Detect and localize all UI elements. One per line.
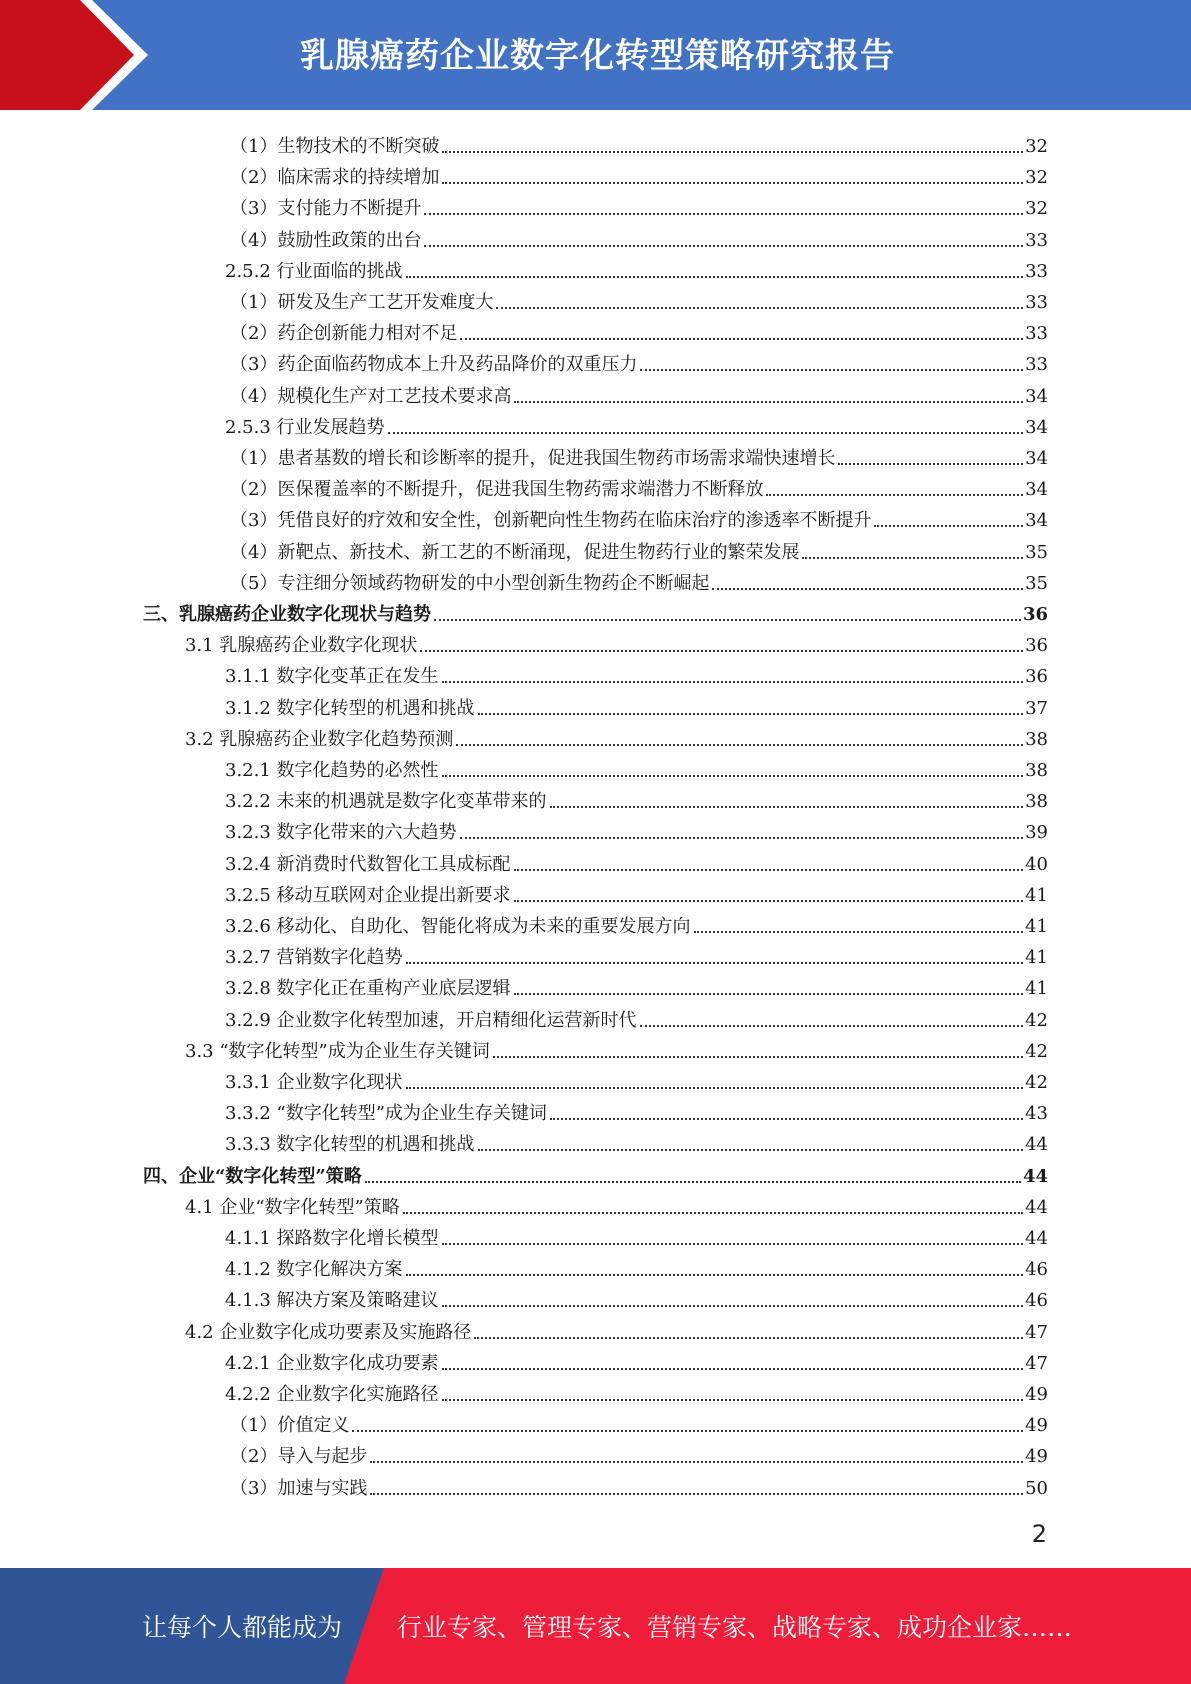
- toc-entry[interactable]: [225, 1001, 1048, 1032]
- toc-entry[interactable]: [230, 377, 1048, 408]
- toc-entry-label: 4.2.1 企业数字化成功要素: [225, 1352, 439, 1374]
- toc-entry-label: 3.2.9 企业数字化转型加速，开启精细化运营新时代: [225, 1009, 637, 1031]
- footer-slogan-right: 行业专家、管理专家、营销专家、战略专家、成功企业家……: [397, 1613, 1073, 1642]
- toc-dot-leader: [550, 806, 1024, 808]
- toc-entry[interactable]: [225, 938, 1048, 969]
- toc-dot-leader: [370, 1461, 1023, 1463]
- toc-dot-leader: [365, 1181, 1021, 1183]
- toc-entry-label: （1）研发及生产工艺开发难度大: [230, 292, 494, 313]
- toc-dot-leader: [442, 1368, 1024, 1370]
- toc-entry-label: （3）凭借良好的疗效和安全性，创新靶向性生物药在临床治疗的渗透率不断提升: [230, 510, 872, 532]
- toc-entry-label: 3.2.5 移动互联网对企业提出新要求: [225, 884, 511, 906]
- toc-entry-page: 39: [1025, 822, 1048, 844]
- toc-entry-page: 41: [1025, 978, 1048, 1000]
- toc-dot-leader: [514, 869, 1024, 871]
- toc-entry-label: 3.2 乳腺癌药企业数字化趋势预测: [185, 728, 454, 750]
- toc-entry[interactable]: [225, 813, 1048, 844]
- toc-entry-page: 42: [1025, 1040, 1048, 1062]
- toc-entry-page: 35: [1025, 541, 1048, 563]
- toc-dot-leader: [874, 525, 1023, 527]
- toc-entry[interactable]: [225, 1063, 1048, 1094]
- toc-entry-page: 34: [1025, 416, 1048, 438]
- toc-entry-page: 34: [1025, 448, 1048, 469]
- toc-entry-page: 38: [1025, 728, 1048, 750]
- toc-dot-leader: [442, 775, 1024, 777]
- report-title: 乳腺癌药企业数字化转型策略研究报告: [300, 36, 895, 76]
- toc-dot-leader: [388, 432, 1024, 434]
- toc-entry[interactable]: [225, 969, 1048, 1000]
- toc-entry-label: （5）专注细分领域药物研发的中小型创新生物药企不断崛起: [230, 572, 710, 594]
- toc-dot-leader: [712, 588, 1023, 590]
- toc-entry-label: （2）导入与起步: [230, 1446, 368, 1468]
- toc-entry[interactable]: [225, 408, 1048, 439]
- toc-entry[interactable]: [230, 470, 1048, 501]
- toc-entry[interactable]: [230, 564, 1048, 595]
- footer-slogan-left: 让每个人都能成为: [142, 1613, 343, 1642]
- toc-entry-label: （2）临床需求的持续增加: [230, 167, 440, 189]
- toc-entry[interactable]: [230, 1469, 1048, 1500]
- toc-entry-label: 3.2.2 未来的机遇就是数字化变革带来的: [225, 791, 547, 813]
- toc-entry-label: 四、企业“数字化转型”策略: [143, 1165, 362, 1187]
- toc-dot-leader: [460, 837, 1024, 839]
- toc-entry[interactable]: [230, 127, 1048, 158]
- toc-entry-page: 32: [1025, 136, 1048, 157]
- toc-entry-page: 34: [1025, 479, 1048, 501]
- toc-entry[interactable]: [143, 1157, 1048, 1188]
- toc-entry-label: 2.5.3 行业发展趋势: [225, 416, 385, 438]
- toc-dot-leader: [442, 182, 1023, 184]
- toc-entry-page: 50: [1025, 1477, 1048, 1499]
- toc-entry-label: （1）患者基数的增长和诊断率的提升，促进我国生物药市场需求端快速增长: [230, 448, 836, 469]
- toc-entry-label: （1）生物技术的不断突破: [230, 136, 440, 157]
- toc-dot-leader: [442, 1243, 1024, 1245]
- toc-entry-page: 37: [1025, 697, 1048, 719]
- toc-entry[interactable]: [225, 1125, 1048, 1156]
- toc-entry-label: 4.1.2 数字化解决方案: [225, 1259, 403, 1281]
- toc-entry-label: （3）加速与实践: [230, 1477, 368, 1499]
- toc-entry-label: 3.2.4 新消费时代数智化工具成标配: [225, 853, 511, 875]
- toc-entry[interactable]: [225, 1344, 1048, 1375]
- toc-dot-leader: [406, 962, 1024, 964]
- toc-entry-label: 3.2.6 移动化、自助化、智能化将成为未来的重要发展方向: [225, 916, 691, 937]
- toc-dot-leader: [370, 1493, 1023, 1495]
- toc-dot-leader: [514, 993, 1024, 995]
- toc-entry-page: 44: [1022, 1165, 1048, 1187]
- toc-dot-leader: [352, 1430, 1023, 1432]
- toc-entry-page: 38: [1025, 791, 1048, 813]
- toc-entry-page: 44: [1025, 1228, 1048, 1249]
- toc-entry-page: 38: [1025, 760, 1048, 781]
- toc-dot-leader: [406, 276, 1024, 278]
- toc-entry[interactable]: [225, 657, 1048, 688]
- toc-dot-leader: [442, 681, 1024, 683]
- toc-entry-page: 47: [1025, 1352, 1048, 1374]
- toc-dot-leader: [640, 1025, 1024, 1027]
- toc-entry-page: 33: [1025, 354, 1048, 376]
- toc-entry-page: 36: [1022, 604, 1048, 625]
- toc-dot-leader: [838, 463, 1023, 465]
- toc-entry-page: 43: [1025, 1103, 1048, 1125]
- page-footer: [0, 1568, 1191, 1684]
- toc-dot-leader: [434, 619, 1021, 621]
- toc-entry[interactable]: [225, 1375, 1048, 1406]
- toc-entry-label: （4）新靶点、新技术、新工艺的不断涌现，促进生物药行业的繁荣发展: [230, 541, 800, 563]
- toc-entry-label: 3.3.2 “数字化转型”成为企业生存关键词: [225, 1103, 547, 1125]
- toc-entry[interactable]: [230, 1437, 1048, 1468]
- toc-entry-page: 42: [1025, 1009, 1048, 1031]
- toc-entry-page: 40: [1025, 853, 1048, 875]
- toc-entry-page: 44: [1025, 1134, 1048, 1156]
- toc-entry[interactable]: [230, 314, 1048, 345]
- toc-entry-label: 4.1.3 解决方案及策略建议: [225, 1290, 439, 1312]
- toc-entry-page: 33: [1025, 323, 1048, 345]
- toc-entry[interactable]: [225, 907, 1048, 938]
- toc-entry-label: 3.2.7 营销数字化趋势: [225, 947, 403, 969]
- toc-dot-leader: [766, 494, 1023, 496]
- page-number: 2: [1031, 1520, 1047, 1548]
- toc-entry-label: （3）支付能力不断提升: [230, 198, 422, 220]
- toc-entry-page: 32: [1025, 167, 1048, 189]
- toc-entry-page: 34: [1025, 510, 1048, 532]
- toc-entry[interactable]: [230, 158, 1048, 189]
- toc-entry[interactable]: [225, 876, 1048, 907]
- toc-entry-page: 46: [1025, 1290, 1048, 1312]
- toc-entry-label: （2）医保覆盖率的不断提升，促进我国生物药需求端潜力不断释放: [230, 479, 764, 501]
- toc-entry[interactable]: [225, 1219, 1048, 1250]
- toc-dot-leader: [694, 931, 1024, 933]
- toc-dot-leader: [442, 1399, 1024, 1401]
- toc-entry[interactable]: [225, 1250, 1048, 1281]
- toc-dot-leader: [514, 900, 1024, 902]
- toc-entry-label: 3.2.8 数字化正在重构产业底层逻辑: [225, 978, 511, 1000]
- toc-entry[interactable]: [225, 1281, 1048, 1312]
- toc-dot-leader: [460, 338, 1023, 340]
- toc-entry-label: 3.1.2 数字化转型的机遇和挑战: [225, 697, 475, 719]
- toc-entry[interactable]: [185, 720, 1048, 751]
- toc-dot-leader: [550, 1118, 1023, 1120]
- toc-entry[interactable]: [185, 1313, 1048, 1344]
- toc-entry-label: 3.1.1 数字化变革正在发生: [225, 666, 439, 688]
- toc-entry-page: 41: [1025, 947, 1048, 969]
- toc-entry[interactable]: [230, 189, 1048, 220]
- toc-dot-leader: [640, 369, 1023, 371]
- toc-entry[interactable]: [143, 595, 1048, 626]
- toc-entry-label: 3.3 “数字化转型”成为企业生存关键词: [185, 1040, 490, 1062]
- toc-entry-label: 3.3.1 企业数字化现状: [225, 1072, 403, 1093]
- toc-dot-leader: [478, 713, 1024, 715]
- toc-entry-label: 2.5.2 行业面临的挑战: [225, 260, 403, 282]
- toc-entry[interactable]: [225, 689, 1048, 720]
- toc-entry[interactable]: [225, 845, 1048, 876]
- toc-entry[interactable]: [225, 1094, 1048, 1125]
- toc-entry-label: 3.3.3 数字化转型的机遇和挑战: [225, 1134, 475, 1156]
- toc-entry[interactable]: [185, 1032, 1048, 1063]
- toc-entry-page: 46: [1025, 1259, 1048, 1281]
- toc-dot-leader: [478, 1149, 1024, 1151]
- toc-entry-page: 33: [1025, 260, 1048, 282]
- toc-entry-label: 3.1 乳腺癌药企业数字化现状: [185, 635, 418, 657]
- toc-entry-page: 49: [1025, 1415, 1048, 1437]
- toc-entry[interactable]: [230, 221, 1048, 252]
- toc-entry-label: 4.2.2 企业数字化实施路径: [225, 1384, 439, 1405]
- toc-entry-page: 34: [1025, 385, 1048, 407]
- toc-entry[interactable]: [225, 751, 1048, 782]
- toc-entry[interactable]: [230, 345, 1048, 376]
- toc-entry-page: 49: [1025, 1384, 1048, 1405]
- toc-dot-leader: [496, 307, 1023, 309]
- toc-entry-page: 35: [1025, 572, 1048, 594]
- toc-dot-leader: [403, 1212, 1023, 1214]
- toc-entry-label: （3）药企面临药物成本上升及药品降价的双重压力: [230, 354, 638, 376]
- toc-entry-page: 47: [1025, 1321, 1048, 1343]
- toc-dot-leader: [424, 213, 1023, 215]
- toc-entry-label: 3.2.3 数字化带来的六大趋势: [225, 822, 457, 844]
- toc-dot-leader: [493, 1056, 1023, 1058]
- toc-entry-page: 32: [1025, 198, 1048, 220]
- toc-entry-page: 33: [1025, 229, 1048, 251]
- toc-entry-page: 33: [1025, 292, 1048, 313]
- toc-dot-leader: [406, 1087, 1024, 1089]
- toc-dot-leader: [406, 1274, 1024, 1276]
- toc-entry[interactable]: [230, 533, 1048, 564]
- toc-entry-page: 49: [1025, 1446, 1048, 1468]
- toc-entry[interactable]: [230, 501, 1048, 532]
- toc-entry-label: 4.1 企业“数字化转型”策略: [185, 1196, 400, 1218]
- page-header: [0, 0, 1191, 110]
- red-chevron-decoration: [0, 0, 150, 110]
- toc-entry[interactable]: [185, 1188, 1048, 1219]
- toc-dot-leader: [442, 151, 1023, 153]
- toc-entry-page: 36: [1025, 635, 1048, 657]
- toc-entry-label: 4.1.1 探路数字化增长模型: [225, 1228, 439, 1249]
- toc-entry-label: （4）鼓励性政策的出台: [230, 229, 422, 251]
- toc-dot-leader: [456, 744, 1023, 746]
- toc-entry-label: 三、乳腺癌药企业数字化现状与趋势: [143, 604, 431, 625]
- toc-entry-page: 41: [1025, 884, 1048, 906]
- toc-entry[interactable]: [230, 1406, 1048, 1437]
- toc-entry-label: （1）价值定义: [230, 1415, 350, 1437]
- toc-entry-page: 36: [1025, 666, 1048, 688]
- toc-entry-page: 44: [1025, 1196, 1048, 1218]
- toc-entry-page: 42: [1025, 1072, 1048, 1093]
- toc-dot-leader: [802, 557, 1023, 559]
- toc-entry[interactable]: [225, 782, 1048, 813]
- toc-entry[interactable]: [185, 626, 1048, 657]
- toc-entry-page: 41: [1025, 916, 1048, 937]
- toc-entry[interactable]: [230, 283, 1048, 314]
- toc-dot-leader: [442, 1305, 1024, 1307]
- toc-dot-leader: [514, 401, 1023, 403]
- toc-entry-label: （4）规模化生产对工艺技术要求高: [230, 385, 512, 407]
- toc-dot-leader: [424, 245, 1023, 247]
- toc-dot-leader: [420, 650, 1023, 652]
- toc-dot-leader: [474, 1337, 1023, 1339]
- toc-entry-label: （2）药企创新能力相对不足: [230, 323, 458, 345]
- toc-entry[interactable]: [225, 252, 1048, 283]
- toc-entry-label: 4.2 企业数字化成功要素及实施路径: [185, 1321, 472, 1343]
- toc-entry[interactable]: [230, 439, 1048, 470]
- toc-entry-label: 3.2.1 数字化趋势的必然性: [225, 760, 439, 781]
